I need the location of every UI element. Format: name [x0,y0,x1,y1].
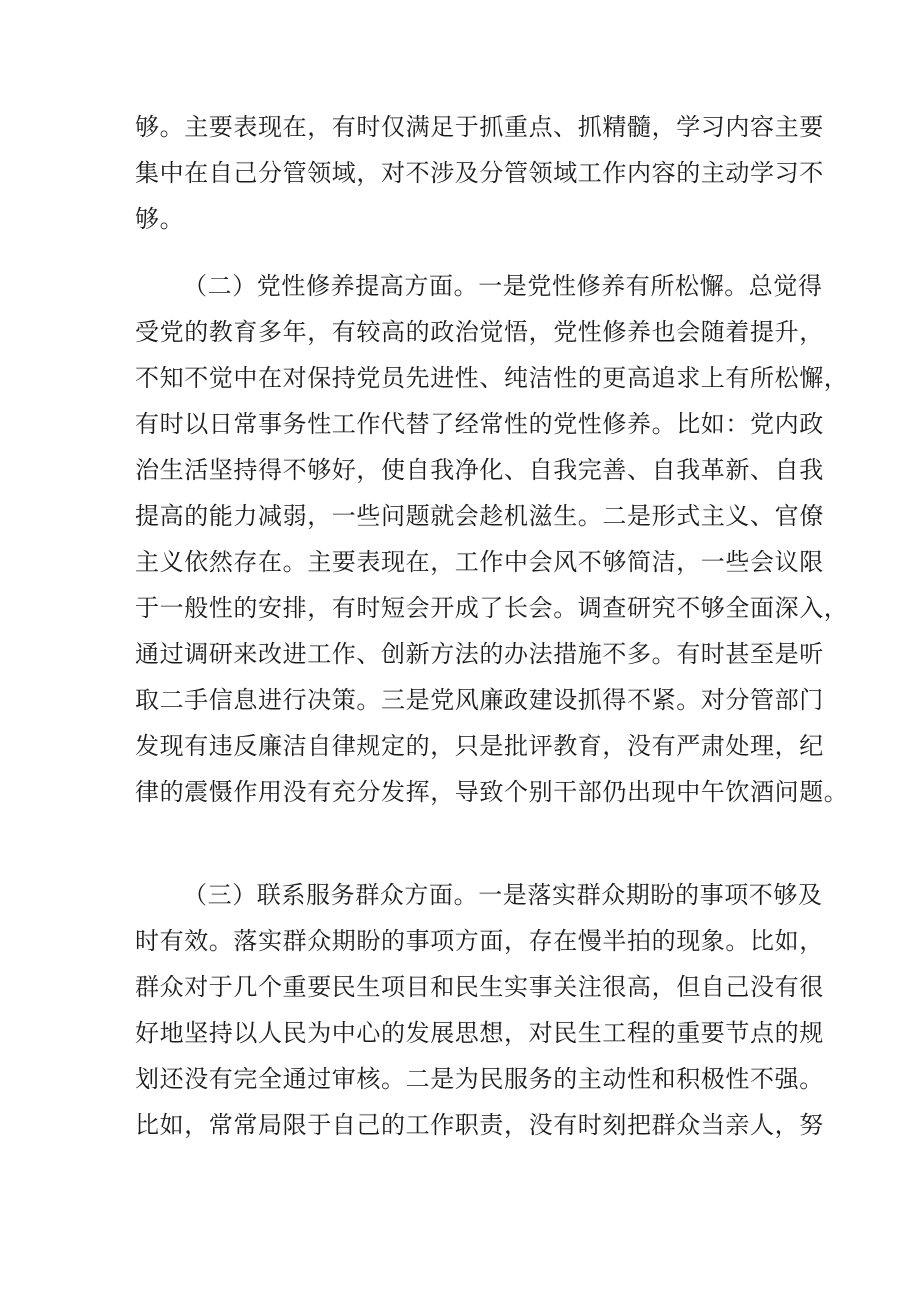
text-line: 不知不觉中在对保持党员先进性、纯洁性的更高追求上有所松懈， [135,364,849,392]
text-line: （三）联系服务群众方面。一是落实群众期盼的事项不够及 [183,881,823,909]
text-line: 好地坚持以人民为中心的发展思想，对民生工程的重要节点的规 [135,1019,824,1047]
text-line: 于一般性的安排，有时短会开成了长会。调查研究不够全面深入， [135,594,849,622]
text-line: （二）党性修养提高方面。一是党性修养有所松懈。总觉得 [183,272,823,300]
text-line: 时有效。落实群众期盼的事项方面，存在慢半拍的现象。比如， [135,927,824,955]
text-line: 受党的教育多年，有较高的政治觉悟，党性修养也会随着提升， [135,318,824,346]
text-line: 集中在自己分管领域，对不涉及分管领域工作内容的主动学习不 [135,159,824,187]
text-line: 提高的能力减弱，一些问题就会趁机滋生。二是形式主义、官僚 [135,502,824,530]
text-line: 够。主要表现在，有时仅满足于抓重点、抓精髓，学习内容主要 [135,113,824,141]
text-line: 律的震慑作用没有充分发挥，导致个别干部仍出现中午饮酒问题。 [135,778,849,806]
text-line: 够。 [135,205,185,233]
paragraph-serving-masses [135,872,824,1148]
text-line: 群众对于几个重要民生项目和民生实事关注很高，但自己没有很 [135,973,824,1001]
text-line: 发现有违反廉洁自律规定的，只是批评教育，没有严肃处理，纪 [135,732,824,760]
text-line: 主义依然存在。主要表现在，工作中会风不够简洁，一些会议限 [135,548,824,576]
text-line: 治生活坚持得不够好，使自我净化、自我完善、自我革新、自我 [135,456,824,484]
text-line: 划还没有完全通过审核。二是为民服务的主动性和积极性不强。 [135,1065,824,1093]
text-line: 通过调研来改进工作、创新方法的办法措施不多。有时甚至是听 [135,640,824,668]
paragraph-party-cultivation [135,263,849,815]
text-line: 取二手信息进行决策。三是党风廉政建设抓得不紧。对分管部门 [135,686,824,714]
text-line: 有时以日常事务性工作代替了经常性的党性修养。比如：党内政 [135,410,824,438]
paragraph-study-continuation [135,104,824,242]
text-line: 比如，常常局限于自己的工作职责，没有时刻把群众当亲人，努 [135,1111,824,1139]
